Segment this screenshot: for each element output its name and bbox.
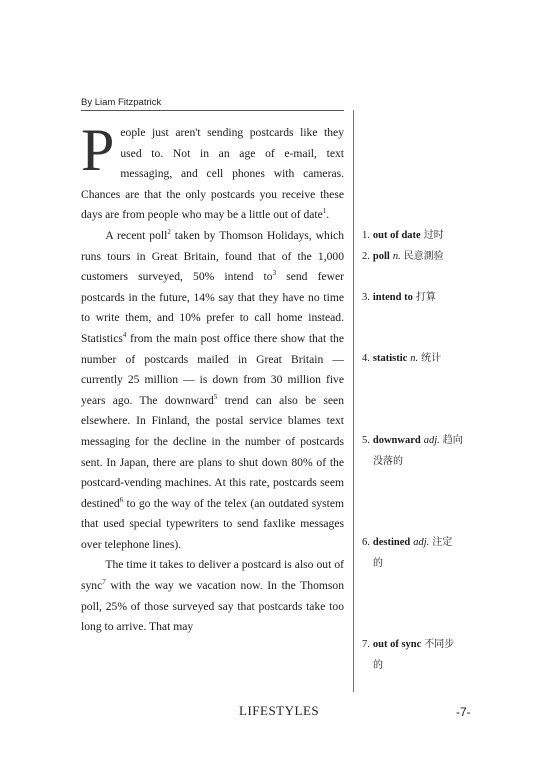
column-divider (353, 110, 354, 692)
paragraph-2: A recent poll$^2$ taken by Thomson Holidays, which runs tours in Great Britain, found that of the 1,000 customers surveyed, 50% intend $to^3$ send fewer postcards in the future, 14% say that they have no time to write them, and 10% prefer to call home instead. Statistics$^4$ from the main post office there show that the number of postcards mailed in Great Britain — currently 25 million — is down from 30 million five years ago. The downward$^5$ trend can also be seen elsewhere. In Finland, the postal service blames text messaging for the decline in the number of postcards sent. In Japan, there are plans to shut down 80% of the postcard-vending machines. At this rate, postcards seem destined$^6$ to go the way of the telex (an outdated system that used special typewriters to send faxlike messages over telephone lines). (81, 228, 344, 551)
footnote-ref: 6 (119, 495, 124, 504)
footnote-ref: 3 (272, 269, 277, 278)
note-7: 7. out of sync 不同步 的 (362, 639, 455, 671)
byline: By Liam Fitzpatrick (81, 97, 162, 108)
paragraph-1: People just aren't sending postcards like they used to. Not in an age of e-mail, text messaging, and cell phones with cameras. Chances are that the only postcards you receive these days are from people who may be a little out of date$^1$. (81, 117, 344, 222)
note-3: 3. intend to 打算 (362, 292, 436, 303)
page-number: -7- (456, 705, 471, 719)
paragraph-3: The time it takes to deliver a postcard is also out of sync$^7$ with the way we vacation now. In the Thomson poll, 25% of those surveyed say that postcards take too long to arrive. That may (81, 558, 344, 634)
note-4: 4. statistic n. 统计 (362, 353, 442, 364)
footnote-ref: 5 (213, 392, 218, 401)
note-6: 6. destined adj. 注定 的 (362, 537, 453, 569)
note-2: 2. poll n. 民意測验 (362, 251, 444, 262)
top-rule (81, 110, 344, 111)
note-5: 5. downward adj. 趋向 没落的 (362, 435, 463, 467)
footer-section-title: LIFESTYLES (239, 703, 320, 718)
footnote-ref: 7 (102, 578, 106, 587)
footnote-ref: 4 (122, 331, 127, 340)
note-1: 1. out of date 过时 (362, 230, 444, 241)
drop-cap: P (81, 117, 115, 183)
footnote-ref: 2 (167, 228, 171, 237)
article-body (81, 117, 344, 638)
footnote-ref: 1 (322, 207, 327, 216)
